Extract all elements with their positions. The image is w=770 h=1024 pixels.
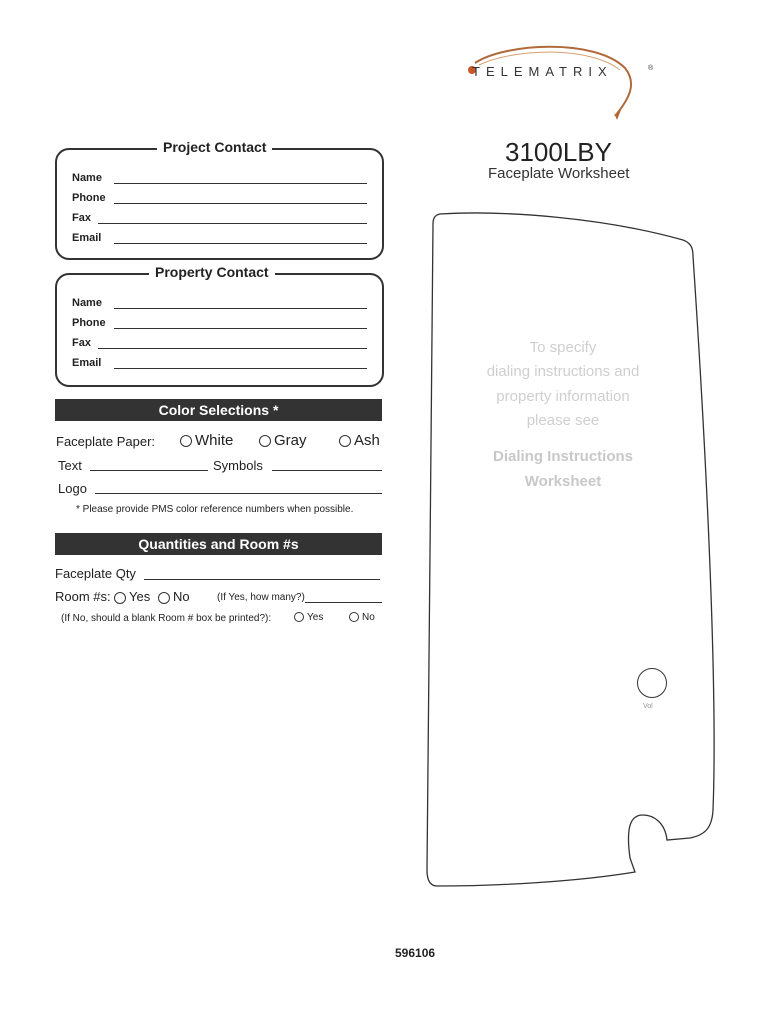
faceplate-instruction-line3: property information (496, 388, 630, 405)
option-label: Yes (129, 589, 151, 604)
field-label: Email (72, 232, 102, 244)
symbols-color-field[interactable] (272, 470, 382, 471)
field-line[interactable] (114, 182, 367, 184)
model-title: 3100LBY (505, 137, 612, 167)
property-fax-field[interactable] (72, 337, 367, 349)
paper-gray-option[interactable] (259, 432, 307, 449)
worksheet-link[interactable]: Worksheet (524, 473, 602, 490)
radio-icon[interactable] (339, 435, 351, 447)
faceplate-outline (425, 210, 720, 890)
text-color-label: Text (58, 458, 82, 473)
property-phone-field[interactable] (72, 317, 367, 329)
field-label: Email (72, 357, 102, 369)
project-phone-field[interactable] (72, 192, 367, 204)
option-label: Ash (354, 432, 380, 449)
room-numbers-label: Room #s: (55, 589, 111, 604)
project-email-field[interactable] (72, 232, 367, 244)
faceplate-qty-field[interactable] (144, 579, 380, 580)
quantities-header: Quantities and Room #s (55, 533, 382, 555)
property-email-field[interactable] (72, 357, 367, 369)
color-selections-header: Color Selections * (55, 399, 382, 421)
how-many-field[interactable] (305, 602, 382, 603)
radio-icon[interactable] (180, 435, 192, 447)
radio-icon[interactable] (158, 592, 170, 604)
logo-brand: TELEMATRIX (472, 64, 613, 79)
field-label: Phone (72, 317, 106, 329)
dialing-instructions-link[interactable]: Dialing Instructions (492, 448, 633, 465)
property-contact-title: Property Contact (149, 264, 275, 280)
faceplate-instruction-line4: please see (526, 412, 600, 429)
field-label: Name (72, 297, 102, 309)
room-no-option[interactable] (158, 589, 190, 604)
volume-label: Vol (643, 703, 653, 710)
logo-registered-mark: ® (648, 65, 654, 72)
faceplate-instruction-line2: dialing instructions and (486, 363, 640, 380)
volume-button-icon[interactable] (636, 667, 668, 699)
property-name-field[interactable] (72, 297, 367, 309)
blank-room-yes-option[interactable] (294, 612, 323, 623)
field-line[interactable] (114, 367, 367, 369)
worksheet-subtitle: Faceplate Worksheet (488, 165, 630, 182)
radio-icon[interactable] (259, 435, 271, 447)
radio-icon[interactable] (114, 592, 126, 604)
project-name-field[interactable] (72, 172, 367, 184)
field-line[interactable] (98, 347, 367, 349)
blank-room-no-option[interactable] (349, 612, 375, 623)
property-contact-box (55, 264, 384, 387)
project-contact-title: Project Contact (157, 139, 272, 155)
paper-ash-option[interactable] (339, 432, 380, 449)
option-label: Yes (307, 612, 324, 623)
faceplate-instruction-line1: To specify (529, 339, 597, 356)
field-label: Fax (72, 212, 91, 224)
logo-swoosh-graphic (465, 38, 645, 128)
paper-white-option[interactable] (180, 432, 233, 449)
radio-icon[interactable] (349, 612, 359, 622)
option-label: No (173, 589, 190, 604)
blank-room-question: (If No, should a blank Room # box be printed?): (61, 613, 272, 624)
faceplate-qty-label: Faceplate Qty (55, 566, 136, 581)
radio-icon[interactable] (294, 612, 304, 622)
project-contact-box (55, 139, 384, 260)
logo-color-label: Logo (58, 481, 87, 496)
room-yes-option[interactable] (114, 589, 150, 604)
how-many-label: (If Yes, how many?) (217, 592, 305, 603)
project-fax-field[interactable] (72, 212, 367, 224)
option-label: No (362, 612, 375, 623)
option-label: White (195, 432, 234, 449)
field-line[interactable] (114, 242, 367, 244)
field-line[interactable] (114, 307, 367, 309)
document-number: 596106 (395, 946, 436, 960)
field-label: Fax (72, 337, 91, 349)
field-line[interactable] (114, 327, 367, 329)
faceplate-paper-label: Faceplate Paper: (56, 434, 156, 449)
field-line[interactable] (114, 202, 367, 204)
logo-color-field[interactable] (95, 493, 382, 494)
field-line[interactable] (98, 222, 367, 224)
symbols-color-label: Symbols (213, 458, 263, 473)
pms-note: * Please provide PMS color reference numbers when possible. (76, 504, 354, 515)
field-label: Name (72, 172, 102, 184)
field-label: Phone (72, 192, 106, 204)
text-color-field[interactable] (90, 470, 208, 471)
option-label: Gray (274, 432, 307, 449)
